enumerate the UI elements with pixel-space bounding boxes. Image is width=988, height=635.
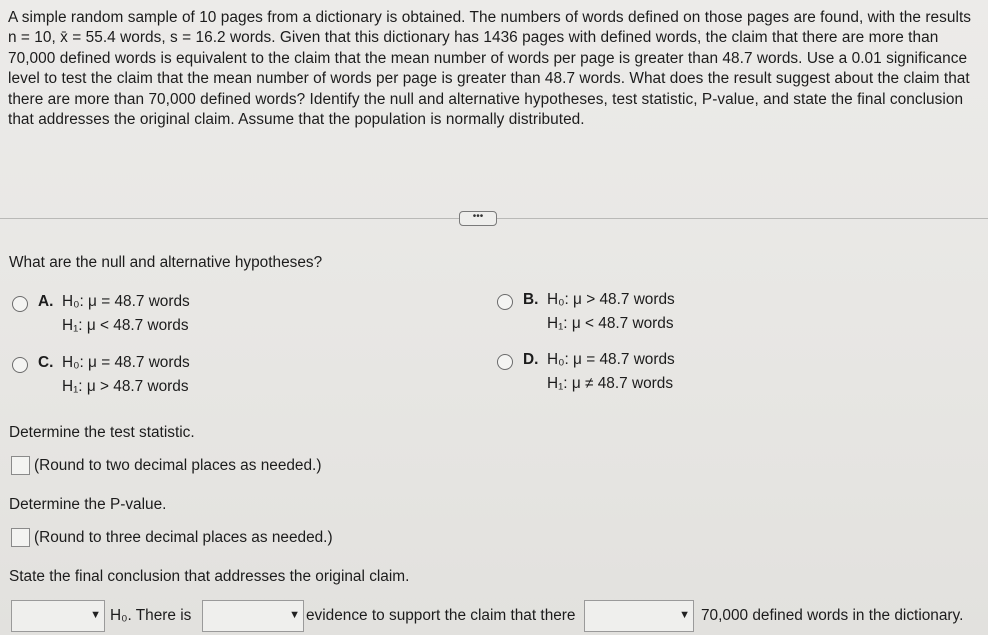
dropdown-arrow-icon: ▼ bbox=[90, 609, 101, 621]
hypotheses-question: What are the null and alternative hypotheses? bbox=[9, 254, 323, 271]
test-statistic-input[interactable] bbox=[11, 456, 30, 475]
option-c-h0: H₀: μ = 48.7 words bbox=[62, 354, 190, 371]
conclusion-text-h0: H₀. There is bbox=[110, 607, 192, 624]
option-a-letter: A. bbox=[38, 293, 54, 310]
option-a-h1: H₁: μ < 48.7 words bbox=[62, 317, 189, 334]
option-c-letter: C. bbox=[38, 354, 54, 371]
conclusion-text-evidence: evidence to support the claim that there bbox=[306, 607, 576, 624]
p-value-hint: (Round to three decimal places as needed.) bbox=[34, 529, 333, 546]
p-value-prompt: Determine the P-value. bbox=[9, 496, 167, 513]
test-statistic-prompt: Determine the test statistic. bbox=[9, 424, 195, 441]
conclusion-dropdown-2[interactable] bbox=[202, 600, 304, 632]
option-b-letter: B. bbox=[523, 291, 539, 308]
radio-option-b[interactable] bbox=[497, 294, 513, 310]
p-value-input[interactable] bbox=[11, 528, 30, 547]
dropdown-arrow-icon: ▼ bbox=[679, 609, 690, 621]
option-c-h1: H₁: μ > 48.7 words bbox=[62, 378, 189, 395]
option-b-h0: H₀: μ > 48.7 words bbox=[547, 291, 675, 308]
radio-option-a[interactable] bbox=[12, 296, 28, 312]
conclusion-text-end: 70,000 defined words in the dictionary. bbox=[701, 607, 964, 624]
option-d-h0: H₀: μ = 48.7 words bbox=[547, 351, 675, 368]
radio-option-c[interactable] bbox=[12, 357, 28, 373]
option-a-h0: H₀: μ = 48.7 words bbox=[62, 293, 190, 310]
dropdown-arrow-icon: ▼ bbox=[289, 609, 300, 621]
option-d-h1: H₁: μ ≠ 48.7 words bbox=[547, 375, 674, 392]
conclusion-dropdown-1[interactable] bbox=[11, 600, 105, 632]
conclusion-dropdown-3[interactable] bbox=[584, 600, 694, 632]
option-d-letter: D. bbox=[523, 351, 539, 368]
radio-option-d[interactable] bbox=[497, 354, 513, 370]
more-button[interactable]: ••• bbox=[459, 211, 497, 226]
conclusion-prompt: State the final conclusion that addresses the original claim. bbox=[9, 568, 410, 585]
problem-statement: A simple random sample of 10 pages from a dictionary is obtained. The numbers of words defined on those pages are found, with the results n = 10, x̄ = 55.4 words, s = 16.2 words. Given that this dictionary has 1436 pages with defined words, the claim that there are more than 70,000 defined words is equivalent to the claim that the mean number of words per page is greater than 48.7 words. Use a 0.01 significance level to test the claim that the mean number of words per page is greater than 48.7 words. What does the result suggest about the claim that there are more than 70,000 defined words? Identify the null and alternative hypotheses, test statistic, P-value, and state the final conclusion that addresses the original claim. Assume that the population is normally distributed. bbox=[8, 9, 972, 129]
option-b-h1: H₁: μ < 48.7 words bbox=[547, 315, 674, 332]
test-statistic-hint: (Round to two decimal places as needed.) bbox=[34, 457, 322, 474]
